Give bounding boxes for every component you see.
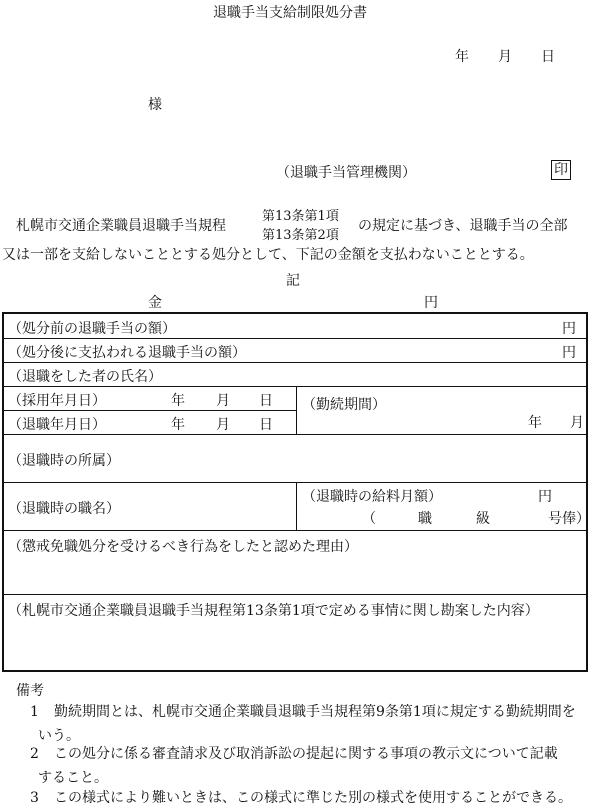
body-clause-1: 第13条第1項 — [262, 209, 339, 224]
row-divider — [4, 410, 296, 411]
retire-date-label: （退職年月日） — [8, 417, 106, 433]
note-line-2: すること。 — [38, 770, 108, 786]
retire-date-year: 年 — [171, 417, 185, 433]
reason-label: （懲戒免職処分を受けるべき行為をしたと認めた理由） — [8, 539, 358, 555]
note-line-1: この処分に係る審査請求及び取消訴訟の提起に関する事項の教示文について記載 — [54, 746, 558, 762]
notes-title: 備考 — [16, 683, 44, 699]
seal-mark: 印 — [551, 160, 571, 180]
considered-label: （札幌市交通企業職員退職手当規程第13条第1項で定める事情に関し勘案した内容） — [8, 603, 539, 619]
amount-unit: 円 — [424, 295, 438, 311]
grade-shoku: 職 — [418, 511, 432, 527]
position-label: （退職時の職名） — [8, 501, 120, 517]
after-amount-label: （処分後に支払われる退職手当の額） — [8, 345, 246, 361]
retire-date-month: 月 — [216, 417, 230, 433]
ki-label: 記 — [286, 273, 300, 289]
row-divider — [4, 482, 586, 483]
service-period-label: （勤続期間） — [302, 397, 386, 413]
note-number: 1 — [30, 704, 39, 720]
date-day: 日 — [541, 49, 555, 65]
addressee-suffix: 様 — [148, 97, 162, 113]
after-amount-unit: 円 — [562, 345, 576, 361]
row-divider — [4, 362, 586, 363]
amount-label: 金 — [148, 295, 162, 311]
authority-label: （退職手当管理機関） — [276, 165, 416, 181]
body-clause-2: 第13条第2項 — [262, 228, 339, 243]
before-amount-unit: 円 — [562, 321, 576, 337]
grade-paren-open: （ — [362, 511, 376, 527]
note-line-1: この様式により難いときは、この様式に準じた別の様式を使用することができる。 — [54, 790, 572, 806]
date-year: 年 — [455, 49, 469, 65]
page-title: 退職手当支給制限処分書 — [213, 5, 367, 21]
body-prefix: 札幌市交通企業職員退職手当規程 — [16, 218, 226, 234]
salary-unit: 円 — [538, 489, 552, 505]
note-number: 2 — [30, 746, 39, 762]
note-number: 3 — [30, 790, 39, 806]
salary-label: （退職時の給料月額） — [302, 489, 442, 505]
row-divider — [4, 530, 586, 531]
note-line-1: 勤続期間とは、札幌市交通企業職員退職手当規程第9条第1項に規定する勤続期間を — [54, 704, 576, 720]
date-month: 月 — [498, 49, 512, 65]
retiree-name-label: （退職をした者の氏名） — [8, 369, 162, 385]
retire-date-day: 日 — [259, 417, 273, 433]
hire-date-day: 日 — [259, 393, 273, 409]
row-divider — [4, 338, 586, 339]
body-suffix: の規定に基づき、退職手当の全部 — [358, 218, 568, 234]
hire-date-month: 月 — [216, 393, 230, 409]
grade-go: 号俸） — [548, 511, 590, 527]
row-divider — [4, 594, 586, 595]
row-divider — [4, 386, 586, 387]
before-amount-label: （処分前の退職手当の額） — [8, 321, 176, 337]
note-line-2: いう。 — [38, 728, 80, 744]
service-period-month: 月 — [570, 415, 584, 431]
column-divider — [296, 386, 297, 434]
hire-date-label: （採用年月日） — [8, 393, 106, 409]
service-period-year: 年 — [528, 415, 542, 431]
hire-date-year: 年 — [171, 393, 185, 409]
affiliation-label: （退職時の所属） — [8, 453, 120, 469]
body-line-2: 又は一部を支給しないこととする処分として、下記の金額を支払わないこととする。 — [2, 247, 534, 263]
disposition-table — [2, 312, 588, 672]
row-divider — [4, 434, 586, 435]
column-divider — [296, 482, 297, 530]
grade-kyu: 級 — [476, 511, 490, 527]
